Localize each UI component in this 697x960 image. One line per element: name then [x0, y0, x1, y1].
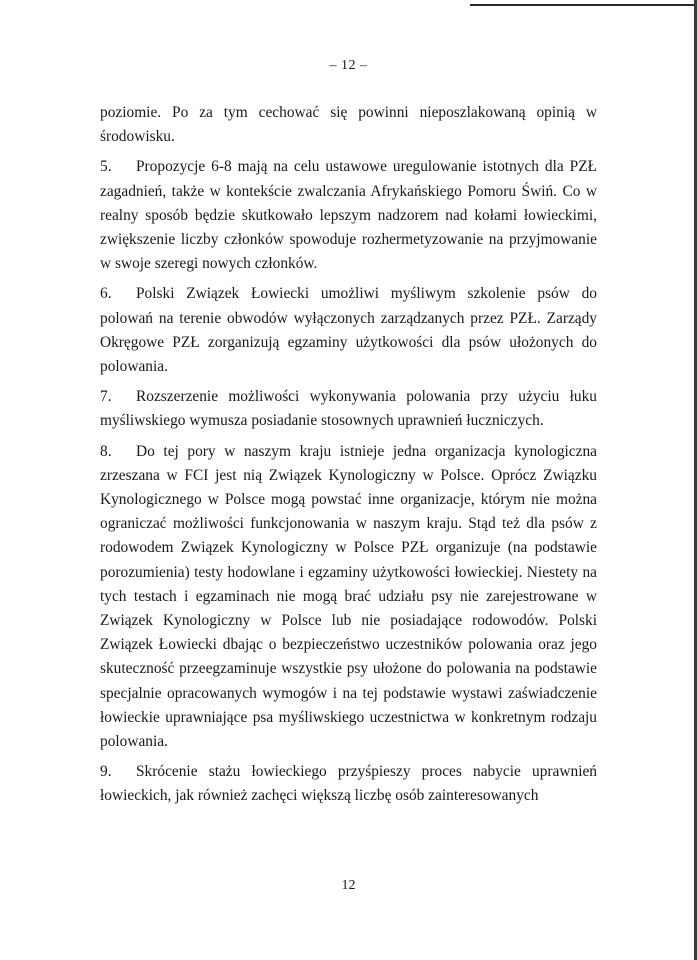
page-number-footer: 12: [341, 878, 356, 893]
paragraph-6: [100, 282, 597, 379]
scan-top-rule: [470, 4, 697, 6]
paragraph-text: Rozszerzenie możliwości wykonywania polowania przy użyciu łuku myśliwskiego wymusza posiadanie stosownych uprawnień łuczniczych.: [100, 388, 597, 430]
paragraph-text: poziomie. Po za tym cechować się powinni nieposzlakowaną opinią w środowisku.: [100, 104, 597, 146]
paragraph-text: Propozycje 6-8 mają na celu ustawowe uregulowanie istotnych dla PZŁ zagadnień, także w kontekście zwalczania Afrykańskiego Pomoru Świń. Co w realny sposób będzie skutkowało lepszym nadzorem nad kołami łowieckimi, zwiększenie liczby członków spowoduje rozhermetyzowanie na przyjmowanie w swoje szeregi nowych członków.: [100, 158, 597, 273]
paragraph-text: Skrócenie stażu łowieckiego przyśpieszy proces nabycie uprawnień łowieckich, jak również zachęci większą liczbę osób zainteresowanych: [100, 763, 597, 805]
paragraph-number: 8.: [100, 442, 112, 460]
paragraph-8: [100, 440, 597, 755]
paragraph-number: 9.: [100, 763, 112, 781]
document-body: [100, 101, 597, 815]
paragraph-5: [100, 155, 597, 276]
paragraph-9: [100, 760, 597, 808]
paragraph-7: [100, 385, 597, 433]
paragraph-text: Do tej pory w naszym kraju istnieje jedna organizacja kynologiczna zrzeszana w FCI jest nią Związek Kynologiczny w Polsce. Oprócz Związku Kynologicznego w Polsce mogą powstać inne organizacje, którym nie można ograniczać możliwości funkcjonowania w naszym kraju. Stąd też dla psów z rodowodem Związek Kynologiczny w Polsce PZŁ organizuje (na podstawie porozumienia) testy hodowlane i egzaminy użytkowości łowieckiej. Niestety na tych testach i egzaminach nie mogą brać udziału psy nie zarejestrowane w Związek Kynologiczny w Polsce lub nie posiadające rodowodów. Polski Związek Łowiecki dbając o bezpieczeństwo uczestników polowania oraz jego skuteczność przeegzaminuje wszystkie psy ułożone do polowania na podstawie specjalnie opracowanych wymogów i na tej podstawie wystawi zaświadczenie łowieckie uprawniające psa myśliwskiego uczestnictwa w konkretnym rodzaju polowania.: [100, 442, 597, 751]
paragraph-number: 6.: [100, 285, 112, 303]
paragraph-text: Polski Związek Łowiecki umożliwi myśliwym szkolenie psów do polowań na terenie obwodów wyłączonych zarządzanych przez PZŁ. Zarządy Okręgowe PZŁ zorganizują egzaminy użytkowości dla psów ułożonych do polowania.: [100, 285, 597, 376]
paragraph-number: 7.: [100, 388, 112, 406]
paragraph-number: 5.: [100, 158, 112, 176]
paragraph-continuation: [100, 101, 597, 149]
page-header-marker: – 12 –: [329, 58, 368, 73]
